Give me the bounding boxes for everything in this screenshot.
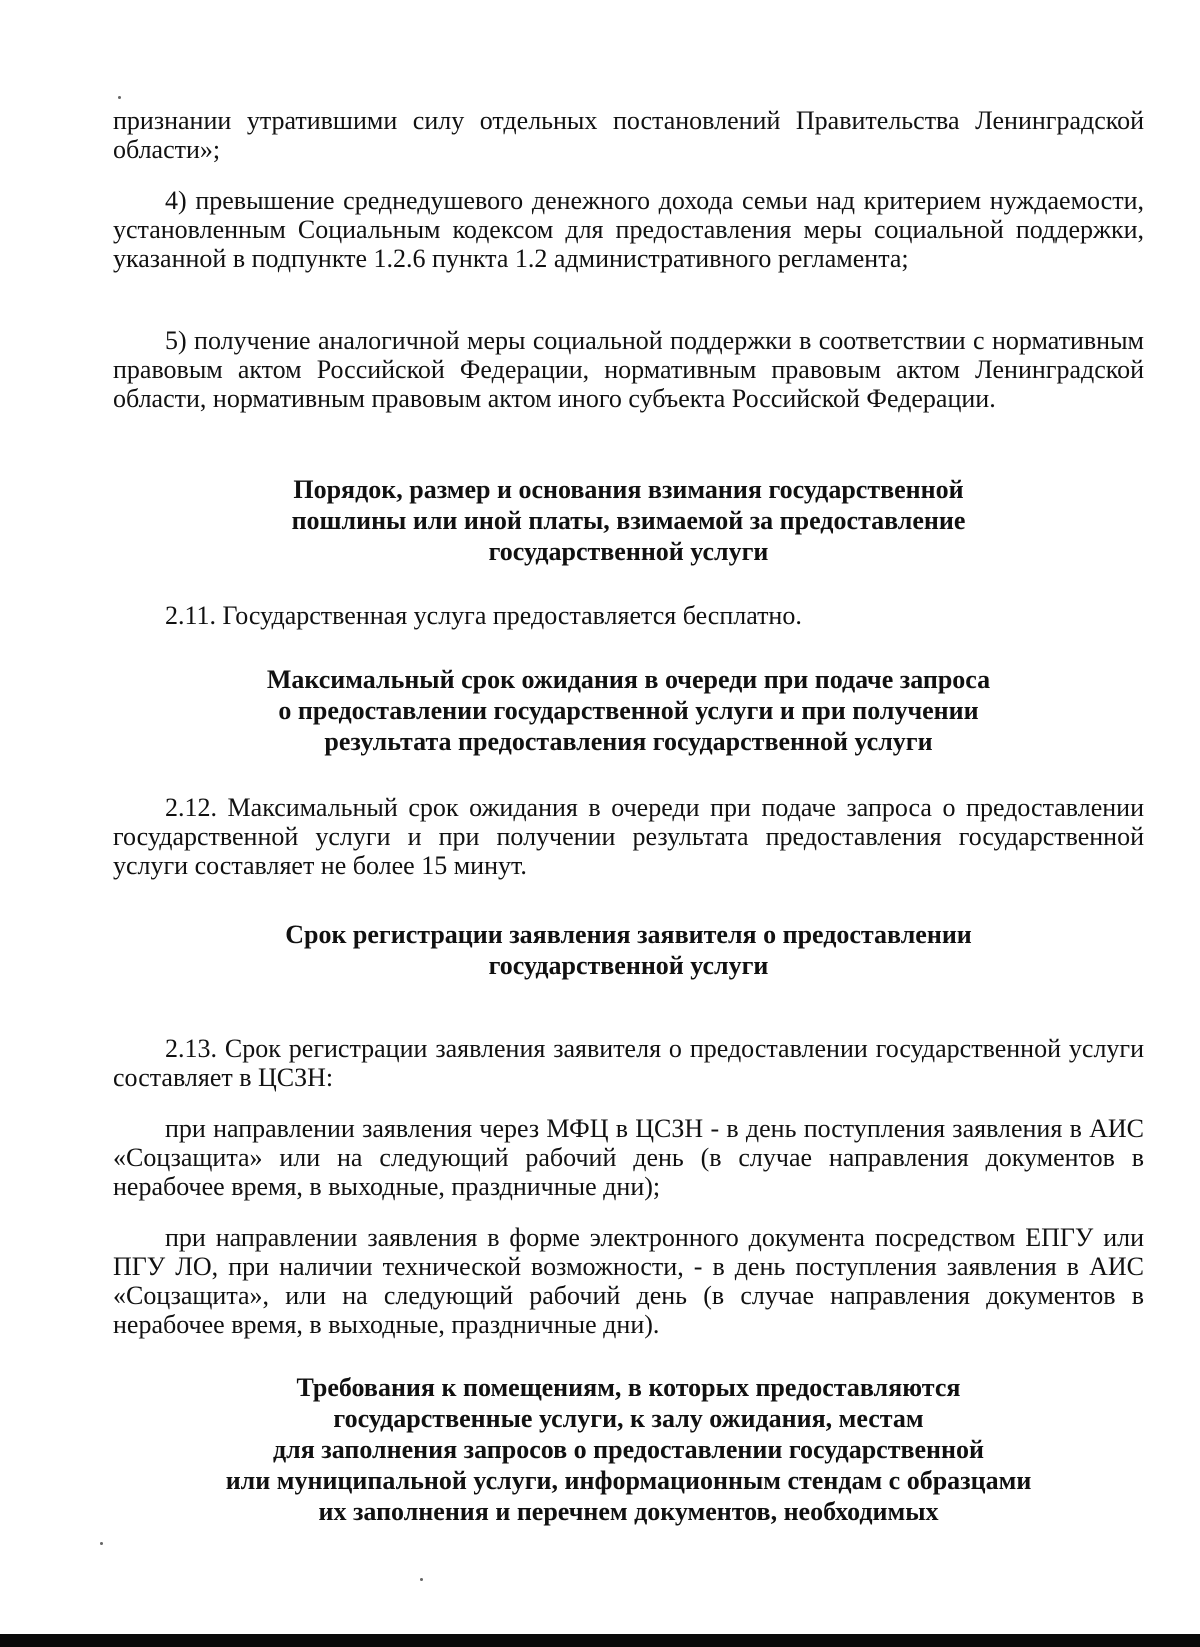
paragraph-text: при направлении заявления через МФЦ в ЦСЗН - в день поступления заявления в АИС «Соцзащита» или на следующий рабочий день (в случае направления документов в нерабочее время, в выходные, праздничные дни);	[113, 1114, 1144, 1201]
paragraph-text: 5) получение аналогичной меры социальной поддержки в соответствии с нормативным правовым актом Российской Федерации, нормативным правовым актом Ленинградской области, нормативным правовым актом иного субъекта Российской Федерации.	[113, 326, 1144, 413]
heading-line: Требования к помещениям, в которых предоставляются	[296, 1373, 961, 1402]
heading-line: результата предоставления государственной услуги	[324, 727, 933, 756]
paragraph-continuation	[113, 106, 1144, 164]
heading-line: для заполнения запросов о предоставлении государственной	[272, 1435, 984, 1464]
section-heading-premises	[113, 1372, 1144, 1527]
paragraph-text: 4) превышение среднедушевого денежного дохода семьи над критерием нуждаемости, установленным Социальным кодексом для предоставления меры социальной поддержки, указанной в подпункте 1.2.6 пункта 1.2 административного регламента;	[113, 186, 1144, 273]
paragraph-text: 2.13. Срок регистрации заявления заявителя о предоставлении государственной услуги составляет в ЦСЗН:	[113, 1034, 1144, 1092]
section-heading-registration	[113, 919, 1144, 981]
paragraph-text: 2.11. Государственная услуга предоставляется бесплатно.	[165, 601, 802, 630]
scan-speck	[118, 96, 121, 99]
heading-line: Срок регистрации заявления заявителя о предоставлении	[285, 920, 972, 949]
heading-line: их заполнения и перечнем документов, необходимых	[318, 1497, 939, 1526]
scan-edge-bar	[0, 1634, 1200, 1647]
section-heading-fee	[113, 474, 1144, 567]
section-heading-queue	[113, 664, 1144, 757]
paragraph-text: 2.12. Максимальный срок ожидания в очереди при подаче запроса о предоставлении государственной услуги и при получении результата предоставления государственной услуги составляет не более 15 минут.	[113, 793, 1144, 880]
paragraph-epgu	[113, 1223, 1144, 1339]
paragraph-text: при направлении заявления в форме электронного документа посредством ЕПГУ или ПГУ ЛО, при наличии технической возможности, - в день поступления заявления в АИС «Соцзащита», или на следующий рабочий день (в случае направления документов в нерабочее время, в выходные, праздничные дни).	[113, 1223, 1144, 1339]
heading-line: Порядок, размер и основания взимания государственной	[293, 475, 964, 504]
paragraph-mfc	[113, 1114, 1144, 1201]
paragraph-2-11	[113, 601, 1144, 630]
heading-line: пошлины или иной платы, взимаемой за предоставление	[291, 506, 966, 535]
paragraph-2-13	[113, 1034, 1144, 1092]
scan-speck	[100, 1542, 103, 1545]
heading-line: о предоставлении государственной услуги и при получении	[278, 696, 979, 725]
scan-speck	[420, 1578, 423, 1581]
heading-line: государственной услуги	[488, 537, 769, 566]
paragraph-item-5	[113, 326, 1144, 413]
heading-line: или муниципальной услуги, информационным стендам с образцами	[225, 1466, 1032, 1495]
paragraph-2-12	[113, 793, 1144, 880]
heading-line: государственные услуги, к залу ожидания, местам	[333, 1404, 924, 1433]
heading-line: Максимальный срок ожидания в очереди при подаче запроса	[266, 665, 991, 694]
paragraph-item-4	[113, 186, 1144, 273]
paragraph-text: признании утратившими силу отдельных постановлений Правительства Ленинградской области»;	[113, 106, 1144, 164]
heading-line: государственной услуги	[488, 951, 769, 980]
